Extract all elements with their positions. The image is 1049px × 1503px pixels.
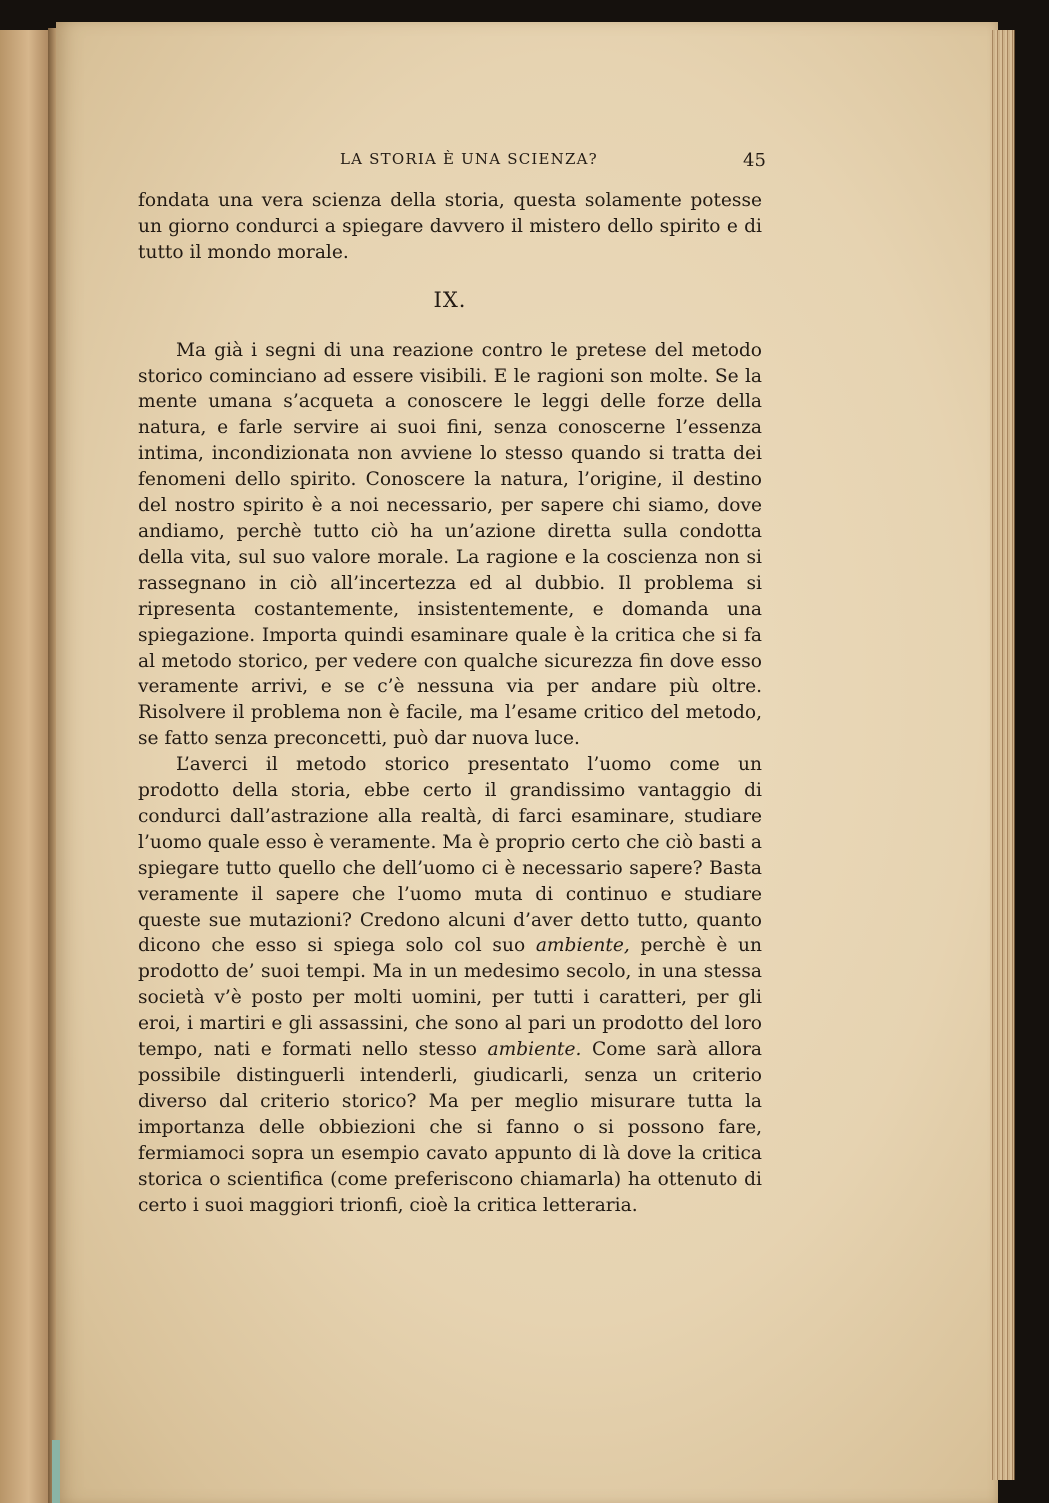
page-body xyxy=(138,188,762,1218)
paragraph-text: perchè è un prodotto de’ suoi tempi. Ma in un medesimo secolo, in una stessa società v’è posto per molti uomini, per tutti i caratteri, per gli eroi, i martiri e gli assassini, che sono al pari un prodotto del loro tempo, nati e formati nello stesso xyxy=(138,935,762,1061)
emphasis-ambiente: ambiente, xyxy=(535,935,630,957)
page-stack-edges xyxy=(990,30,1015,1480)
paragraph-continued: fondata una vera scienza della storia, questa solamente potesse un giorno condurci a spiegare davvero il mistero dello spirito e di tutto il mondo morale. xyxy=(138,190,762,263)
page-number: 45 xyxy=(743,150,766,171)
section-heading: IX. xyxy=(433,287,467,312)
paragraph xyxy=(138,752,762,1218)
paragraph-text: Come sarà allora possibile distinguerli intenderli, giudicarli, senza un criterio diverso dal criterio storico? Ma per meglio misurare tutta la importanza delle obbiezioni che si fanno o si possono fare, fermiamoci sopra un esempio cavato appunto di là dove la critica storica o scientifica (come preferiscono chiamarla) ha ottenuto di certo i suoi maggiori trionfi, cioè la critica letteraria. xyxy=(138,1039,762,1216)
paragraph-text: L’averci il metodo storico presentato l’uomo come un prodotto della storia, ebbe certo il grandissimo vantaggio di condurci dall’astrazione alla realtà, di farci esaminare, studiare l’uomo quale esso è veramente. Ma è proprio certo che ciò basti a spiegare tutto quello che dell’uomo ci è necessario sapere? Basta veramente il sapere che l’uomo muta di continuo e studiare queste sue mutazioni? Credono alcuni d’aver detto tutto, quanto dicono che esso si spiega solo col suo xyxy=(138,754,762,957)
facing-page-edge xyxy=(0,30,52,1503)
binding-cloth xyxy=(52,1440,60,1503)
emphasis-ambiente: ambiente. xyxy=(487,1039,582,1061)
running-head: LA STORIA È UNA SCIENZA? xyxy=(340,150,598,168)
paragraph: Ma già i segni di una reazione contro le pretese del metodo storico cominciano ad essere visibili. E le ragioni son molte. Se la mente umana s’acqueta a conoscere le leggi delle forze della natura, e farle servire ai suoi fini, senza conoscerne l’essenza intima, incondizionata non avviene lo stesso quando si tratta dei fenomeni dello spirito. Conoscere la natura, l’origine, il destino del nostro spirito è a noi necessario, per sapere chi siamo, dove andiamo, perchè tutto ciò ha un’azione diretta sulla condotta della vita, sul suo valore morale. La ragione e la coscienza non si rassegnano in ciò all’incertezza ed al dubbio. Il problema si ripresenta costantemente, insistentemente, e domanda una spiegazione. Importa quindi esaminare quale è la critica che si fa al metodo storico, per vedere con qualche sicurezza fin dove esso veramente arrivi, e se c’è nessuna via per andare più oltre. Risolvere il problema non è facile, ma l’esame critico del metodo, se fatto senza preconcetti, può dar nuova luce. xyxy=(138,339,762,750)
